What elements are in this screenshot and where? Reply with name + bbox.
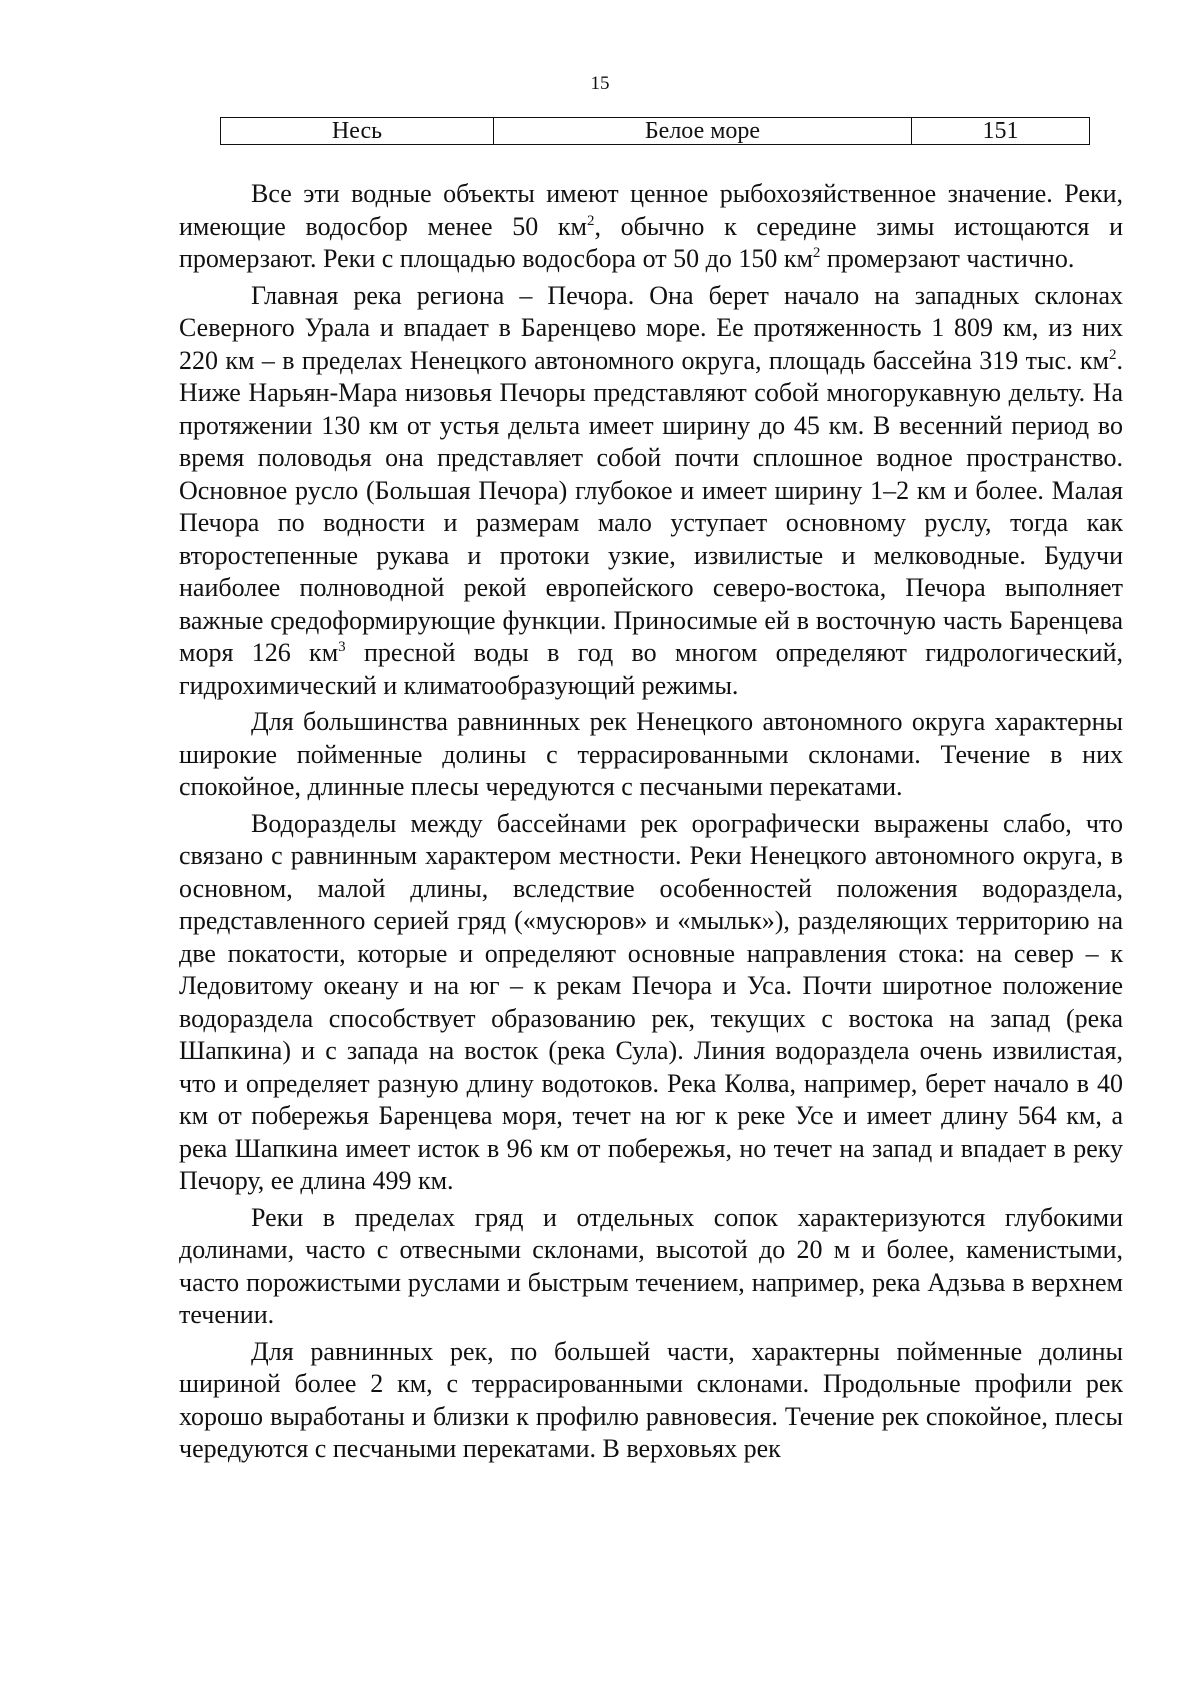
paragraph-watersheds: Водоразделы между бассейнами рек орографически выражены слабо, что связано с равнинным характером местности. Реки Ненецкого автономного округа, в основном, малой длины, вследствие особенностей положения водораздела, представленного серией гряд («мусюров» и «мыльк»), разделяющих территорию на две покатости, которые и определяют основные направления стока: на север – к Ледовитому океану и на юг – к рекам Печора и Уса. Почти широтное положение водораздела способствует образованию рек, текущих с востока на запад (река Шапкина) и с запада на восток (река Сула). Линия водораздела очень извилистая, что и определяет разную длину водотоков. Река Колва, например, берет начало в 40 км от побережья Баренцева моря, течет на юг к реке Усе и имеет длину 564 км, а река Шапкина имеет исток в 96 км от побережья, но течет на запад и впадает в реку Печору, ее длина 499 км. bbox=[179, 808, 1123, 1195]
paragraph-ridge-rivers: Реки в пределах гряд и отдельных сопок характеризуются глубокими долинами, часто с отвесными склонами, высотой до 20 м и более, каменистыми, часто порожистыми руслами и быстрым течением, например, река Адзьва в верхнем течении. bbox=[179, 1202, 1123, 1329]
paragraph-lowland-rivers: Для равнинных рек, по большей части, характерны пойменные долины шириной более 2 км, с террасированными склонами. Продольные профили рек хорошо выработаны и близки к профилю равновесия. Течение рек спокойное, плесы чередуются с песчаными перекатами. В верховьях рек bbox=[179, 1336, 1123, 1463]
paragraph-text: . Ниже Нарьян-Мара низовья Печоры представляют собой многорукавную дельту. На протяжении 130 км от устья дельта имеет ширину до 45 км. В весенний период во время половодья она представляет собой почти сплошное водное пространство. Основное русло (Большая Печора) глубокое и имеет ширину 1–2 км и более. Малая Печора по водности и размерам мало уступает основному руслу, тогда как второстепенные рукава и протоки узкие, извилистые и мелководные. Будучи наиболее полноводной рекой европейского северо-востока, Печора выполняет важные средоформирующие функции. Приносимые ей в восточную часть Баренцева моря 126 км bbox=[179, 345, 1123, 667]
paragraph-text: Все эти водные объекты имеют ценное рыбохозяйственное значение. Реки, имеющие водосбор менее 50 км bbox=[179, 179, 1123, 241]
river-table-fragment bbox=[220, 117, 1090, 145]
body-text bbox=[179, 178, 1123, 1470]
paragraph-fisheries bbox=[179, 178, 1123, 276]
superscript: 2 bbox=[812, 245, 821, 261]
paragraph-plain-rivers: Для большинства равнинных рек Ненецкого автономного округа характерны широкие пойменные долины с террасированными склонами. Течение в них спокойное, длинные плесы чередуются с песчаными перекатами. bbox=[179, 707, 1123, 801]
superscript: 3 bbox=[338, 639, 346, 655]
superscript: 2 bbox=[1109, 346, 1117, 363]
superscript: 2 bbox=[586, 212, 595, 229]
paragraph-pechora bbox=[179, 280, 1123, 703]
paragraph-text: , обычно к середине зимы истощаются и промерзают. Реки с площадью водосбора от 50 до 150 км bbox=[179, 211, 1123, 273]
paragraph-text: пресной воды в год во многом определяют гидрологический, гидрохимический и климатообразующий режимы. bbox=[179, 638, 1123, 700]
table-row bbox=[221, 118, 1090, 145]
basin-cell: Белое море bbox=[494, 118, 912, 145]
river-name-cell: Несь bbox=[221, 118, 494, 145]
page-number: 15 bbox=[590, 73, 610, 94]
paragraph-text: Главная река региона – Печора. Она берет начало на западных склонах Северного Урала и впадает в Баренцево море. Ее протяженность 1 809 км, из них 220 км – в пределах Ненецкого автономного округа, площадь бассейна 319 тыс. км bbox=[179, 280, 1123, 375]
paragraph-text: промерзают частично. bbox=[820, 244, 1075, 273]
length-cell: 151 bbox=[912, 118, 1090, 145]
